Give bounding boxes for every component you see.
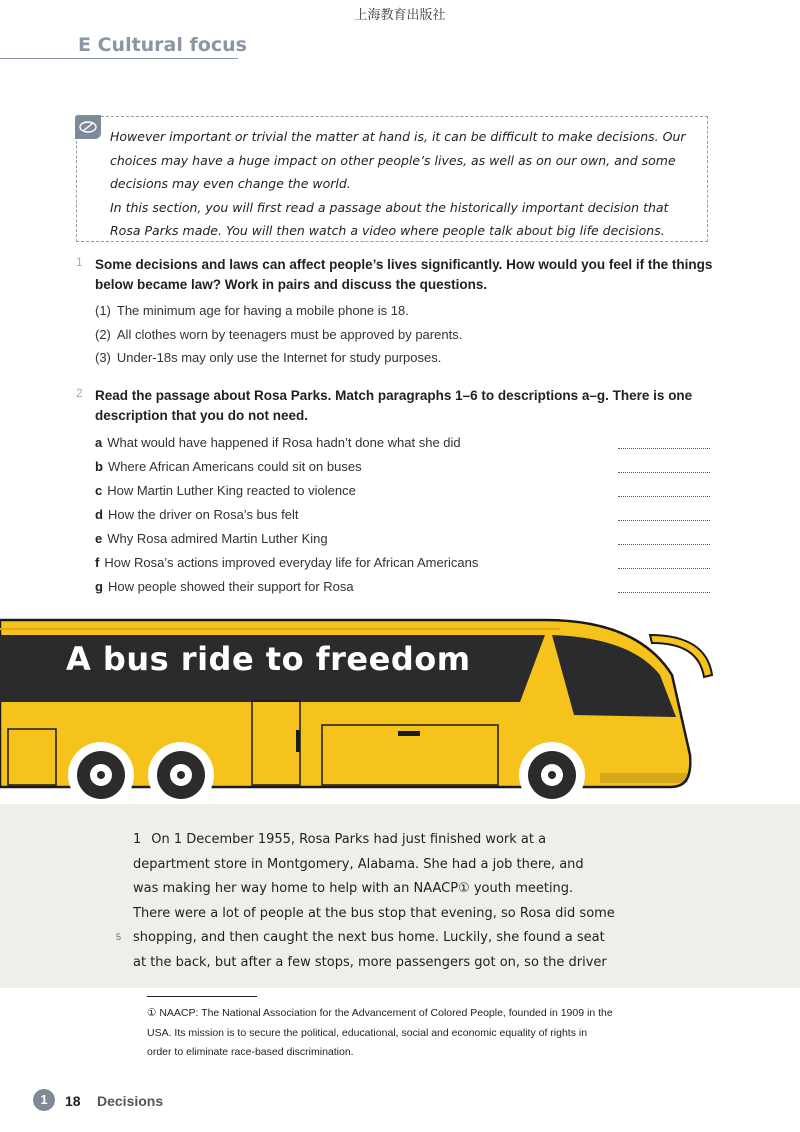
bus-wheel [68, 742, 134, 805]
list-item [95, 346, 716, 370]
item-text: How the driver on Rosa’s bus felt [107, 507, 299, 522]
item-number: (2) [95, 326, 111, 342]
question-stem: Read the passage about Rosa Parks. Match paragraphs 1–6 to descriptions a–g. There is one description that you do not need. [95, 388, 693, 423]
list-item [95, 551, 710, 575]
footnote-line: USA. Its mission is to secure the political, educational, social and economic equality of rights in [147, 1026, 588, 1039]
item-text: All clothes worn by teenagers must be approved by parents. [116, 326, 463, 342]
publisher-name: 上海教育出版社 [354, 8, 446, 23]
page-number: 18 [65, 1093, 81, 1109]
question-2-list [95, 431, 710, 599]
unit-badge: 1 [33, 1089, 55, 1111]
list-item [95, 299, 716, 323]
intro-box [76, 116, 708, 242]
bus-wheel [519, 742, 585, 805]
list-item [95, 527, 710, 551]
item-letter: f [95, 555, 100, 570]
answer-blank[interactable] [618, 592, 710, 593]
answer-blank[interactable] [618, 472, 710, 473]
question-1-list [95, 299, 716, 370]
footnote-rule [147, 996, 257, 997]
section-title: E Cultural focus [78, 34, 247, 56]
item-letter: d [95, 507, 103, 522]
item-letter: b [95, 459, 103, 474]
paragraph-number: 1 [133, 832, 142, 847]
answer-blank[interactable] [618, 544, 710, 545]
item-letter: a [95, 435, 103, 450]
list-item [95, 455, 710, 479]
bus-wheel [148, 742, 214, 805]
answer-blank[interactable] [618, 568, 710, 569]
answer-blank[interactable] [618, 496, 710, 497]
pencil-note-icon [75, 115, 101, 139]
passage-text [133, 828, 633, 975]
question-1 [76, 255, 716, 370]
passage-line: shopping, and then caught the next bus home. Luckily, she found a seat [133, 930, 605, 945]
item-text: What would have happened if Rosa hadn’t done what she did [107, 435, 461, 450]
question-2 [76, 386, 716, 599]
item-text: Under-18s may only use the Internet for study purposes. [116, 350, 442, 365]
item-letter: c [95, 483, 103, 498]
item-letter: g [95, 579, 103, 594]
list-item [95, 323, 716, 347]
passage-line [133, 828, 633, 853]
line-number-marker: 5 [116, 932, 122, 942]
item-letter: e [95, 531, 103, 546]
passage-line: was making her way home to help with an NAACP① youth meeting. [133, 881, 574, 896]
question-stem: Some decisions and laws can affect people’s lives significantly. How would you feel if the things below became law? Work in pairs and discuss the questions. [95, 257, 713, 292]
footnote-line: ① NAACP: The National Association for the Advancement of Colored People, founded in 1909 in the [147, 1007, 613, 1019]
item-text: The minimum age for having a mobile phone is 18. [116, 303, 409, 318]
intro-paragraph: However important or trivial the matter at hand is, it can be difficult to make decisions. Our choices may have a huge impact on other people’s lives, as well as on our own, and some decisions may even change the world. [110, 129, 686, 191]
list-item [95, 479, 710, 503]
answer-blank[interactable] [618, 520, 710, 521]
list-item [95, 503, 710, 527]
question-number: 2 [76, 386, 83, 400]
footnote [147, 1004, 627, 1063]
unit-name: Decisions [97, 1093, 164, 1109]
item-text: Where African Americans could sit on buses [107, 459, 362, 474]
item-text: How people showed their support for Rosa [107, 579, 354, 594]
answer-blank[interactable] [618, 448, 710, 449]
passage-line: There were a lot of people at the bus stop that evening, so Rosa did some [133, 905, 615, 921]
footnote-line: order to eliminate race-based discrimination. [147, 1046, 354, 1058]
item-text: How Martin Luther King reacted to violence [107, 483, 356, 498]
intro-paragraph: In this section, you will first read a passage about the historically important decision that Rosa Parks made. You will then watch a video where people talk about big life decisions. [110, 199, 669, 238]
passage-line-text: On 1 December 1955, Rosa Parks had just finished work at a [151, 832, 547, 847]
passage-line: at the back, but after a few stops, more passengers got on, so the driver [133, 954, 607, 970]
passage-line: department store in Montgomery, Alabama. She had a job there, and [133, 856, 584, 872]
item-number: (3) [95, 350, 111, 365]
intro-text [110, 125, 700, 243]
item-text: How Rosa’s actions improved everyday life for African Americans [104, 555, 479, 570]
section-title-rule [0, 58, 238, 59]
passage-title: A bus ride to freedom [66, 640, 471, 678]
question-number: 1 [76, 255, 83, 269]
list-item [95, 431, 710, 455]
item-text: Why Rosa admired Martin Luther King [107, 531, 328, 546]
bus-illustration [0, 605, 800, 805]
list-item [95, 575, 710, 599]
item-number: (1) [95, 303, 111, 318]
